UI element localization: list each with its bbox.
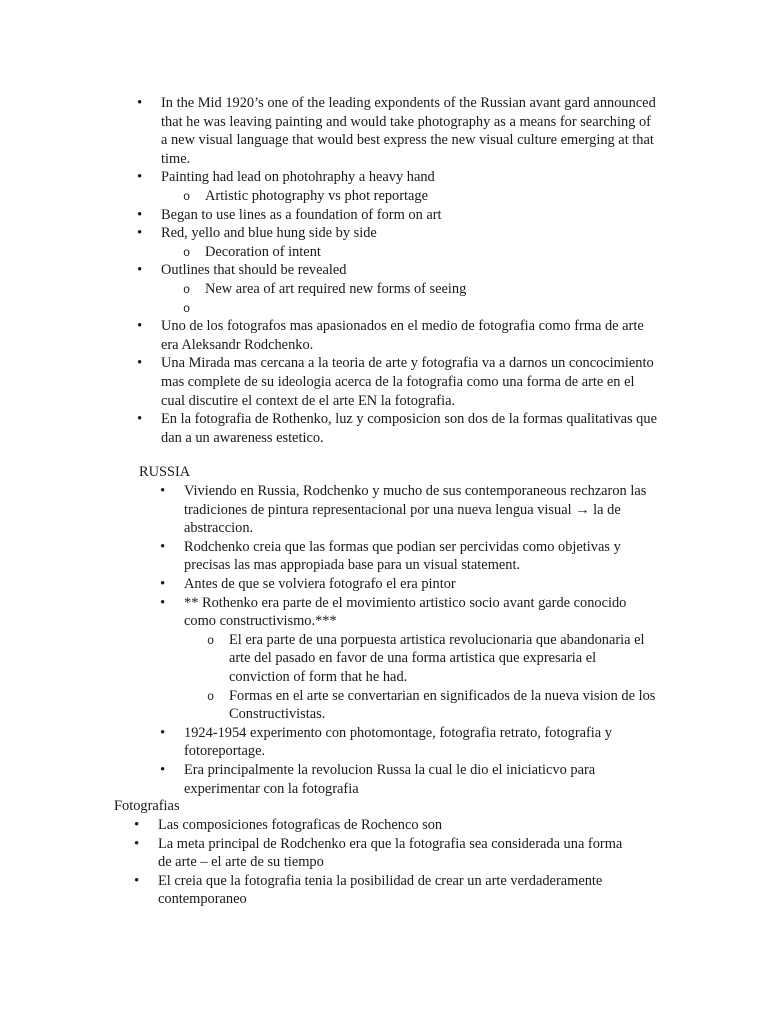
list-item: • Red, yello and blue hung side by side xyxy=(137,224,657,243)
bullet-icon xyxy=(134,872,158,891)
bullet-icon xyxy=(160,594,184,613)
sub-list-item xyxy=(160,299,657,318)
bullet-icon xyxy=(160,575,184,594)
section-1-list xyxy=(137,94,657,447)
list-item: • La meta principal de Rodchenko era que la fotografia sea considerada una forma de arte – el arte de su tiempo xyxy=(134,835,634,872)
section-heading-fotografias: Fotografias xyxy=(114,798,180,814)
list-item: • Uno de los fotografos mas apasionados en el medio de fotografia como frma de arte era Aleksandr Rodchenko. xyxy=(137,317,657,354)
list-item: • Outlines that should be revealed xyxy=(137,261,657,280)
list-item: • Antes de que se volviera fotografo el era pintor xyxy=(160,575,660,594)
circle-bullet-icon xyxy=(207,687,231,707)
circle-bullet-icon xyxy=(183,299,207,319)
bullet-icon xyxy=(134,816,158,835)
bullet-icon xyxy=(160,761,184,780)
list-item: • ** Rothenko era parte de el movimiento artistico socio avant garde conocido como constructivismo.*** xyxy=(160,594,660,631)
bullet-icon xyxy=(137,317,161,336)
list-item: • Painting had lead on photohraphy a heavy hand xyxy=(137,168,657,187)
bullet-icon xyxy=(160,538,184,557)
sub-list-item: o Decoration of intent xyxy=(160,243,657,262)
list-item: • Una Mirada mas cercana a la teoria de arte y fotografia va a darnos un concocimiento mas complete de su ideologia acerca de la fotografia como una forma de arte en el cual discutire el context de el arte EN la fotografia. xyxy=(137,354,657,410)
sub-list-item: o New area of art required new forms of seeing xyxy=(160,280,657,299)
sub-list-item: o El era parte de una porpuesta artistica revolucionaria que abandonaria el arte del pasado en favor de una forma artistica que expresaria el conviction of form that he had. xyxy=(160,631,660,687)
circle-bullet-icon xyxy=(183,280,207,300)
circle-bullet-icon xyxy=(183,187,207,207)
bullet-icon xyxy=(137,224,161,243)
list-item: • 1924-1954 experimento con photomontage, fotografia retrato, fotografia y fotoreportage. xyxy=(160,724,660,761)
list-item: • Era principalmente la revolucion Russa la cual le dio el iniciaticvo para experimentar con la fotografia xyxy=(160,761,660,798)
list-item: • In the Mid 1920’s one of the leading expondents of the Russian avant gard announced that he was leaving painting and would take photography as a means for searching of a new visual language that would best express the new visual culture emerging at that time. xyxy=(137,94,657,168)
list-item: • Began to use lines as a foundation of form on art xyxy=(137,206,657,225)
list-item: • Las composiciones fotograficas de Rochenco son xyxy=(134,816,634,835)
section-2-list xyxy=(160,482,660,798)
circle-bullet-icon xyxy=(207,631,231,651)
sub-list-item: o Artistic photography vs phot reportage xyxy=(160,187,657,206)
bullet-icon xyxy=(160,724,184,743)
section-3-list xyxy=(134,816,634,909)
bullet-icon xyxy=(160,482,184,501)
circle-bullet-icon xyxy=(183,243,207,263)
list-item: • Viviendo en Russia, Rodchenko y mucho de sus contemporaneous rechzaron las tradiciones de pintura representacional por una nueva lengua visual → la de abstraccion. xyxy=(160,482,660,538)
list-item: • Rodchenko creia que las formas que podian ser percividas como objetivas y precisas las mas appropiada base para un visual statement. xyxy=(160,538,660,575)
bullet-icon xyxy=(137,261,161,280)
list-item: • El creia que la fotografia tenia la posibilidad de crear un arte verdaderamente contemporaneo xyxy=(134,872,634,909)
section-heading-russia: RUSSIA xyxy=(139,464,191,480)
bullet-icon xyxy=(137,410,161,429)
bullet-icon xyxy=(137,94,161,113)
bullet-icon xyxy=(137,206,161,225)
bullet-icon xyxy=(137,168,161,187)
sub-list-item: o Formas en el arte se convertarian en significados de la nueva vision de los Constructivistas. xyxy=(160,687,660,724)
list-item: • En la fotografia de Rothenko, luz y composicion son dos de la formas qualitativas que dan a un awareness estetico. xyxy=(137,410,657,447)
bullet-icon xyxy=(134,835,158,854)
bullet-icon xyxy=(137,354,161,373)
